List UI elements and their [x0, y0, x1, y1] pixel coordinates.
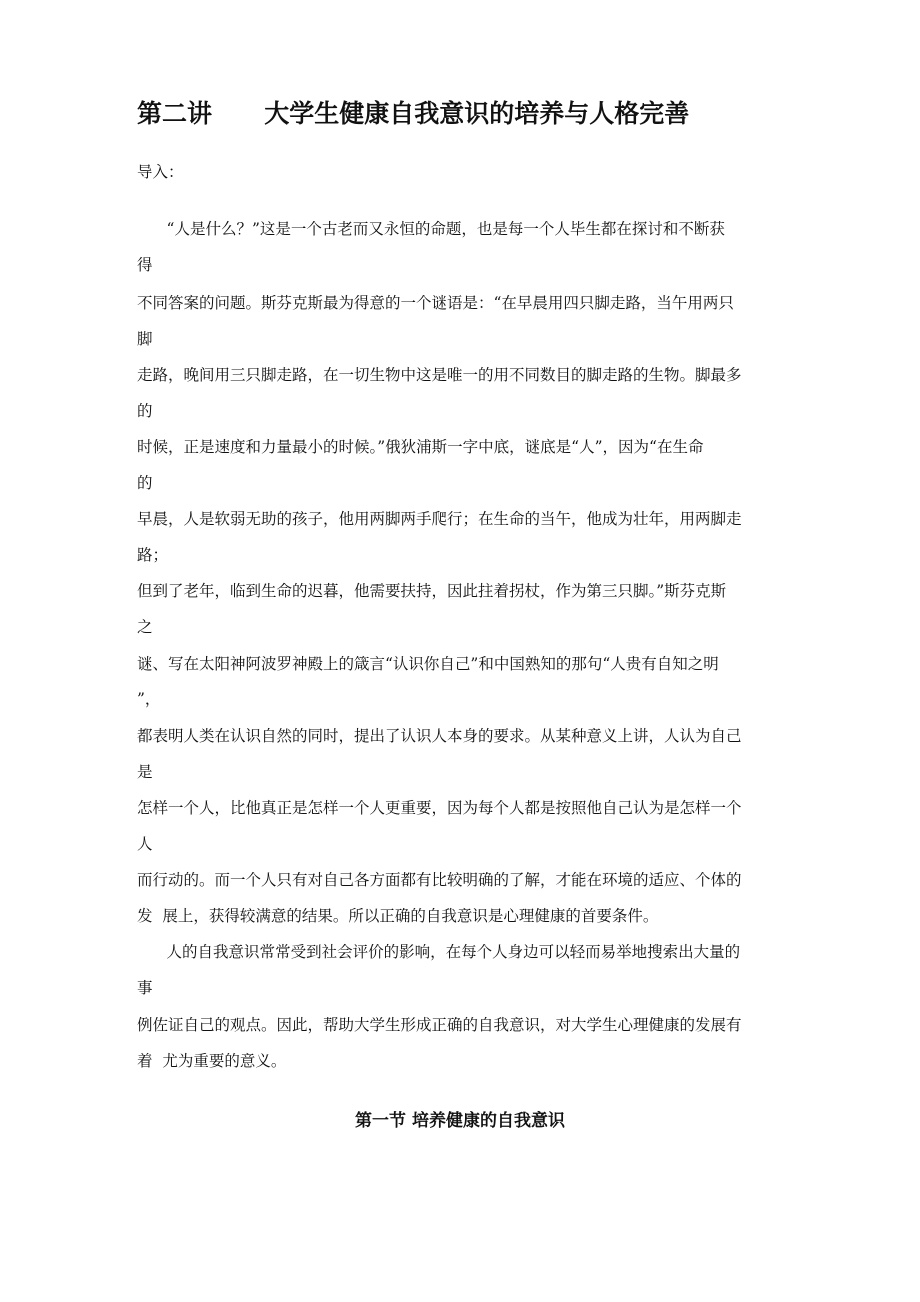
page-title: 第二讲 大学生健康自我意识的培养与人格完善: [137, 99, 690, 128]
text-line: 的: [137, 402, 153, 420]
text-line: 而行动的。而一个人只有对自己各方面都有比较明确的了解，才能在环境的适应、个体的: [137, 871, 742, 889]
text-line: 时候，正是速度和力量最小的时候。”俄狄浦斯一字中底，谜底是“人”，因为“在生命: [137, 438, 704, 456]
text-line: 怎样一个人，比他真正是怎样一个人更重要，因为每个人都是按照他自己认为是怎样一个: [137, 799, 742, 817]
text-line: 事: [137, 979, 153, 997]
text-line: 但到了老年，临到生命的迟暮，他需要扶持，因此拄着拐杖，作为第三只脚。”斯芬克斯: [137, 582, 727, 600]
text-line: 脚: [137, 330, 153, 348]
section-heading: 第一节 培养健康的自我意识: [355, 1111, 565, 1131]
text-line: 是: [137, 763, 153, 781]
text-line: “人是什么？”这是一个古老而又永恒的命题，也是每一个人毕生都在探讨和不断获: [137, 220, 725, 238]
text-line: 例佐证自己的观点。因此，帮助大学生形成正确的自我意识，对大学生心理健康的发展有: [137, 1016, 742, 1034]
text-line: 人的自我意识常常受到社会评价的影响，在每个人身边可以轻而易举地搜索出大量的: [137, 943, 741, 961]
intro-label: 导入：: [137, 163, 184, 181]
text-line: 着 尤为重要的意义。: [137, 1052, 287, 1070]
text-line: 得: [137, 256, 153, 274]
text-line: 之: [137, 618, 153, 636]
text-line: 走路，晚间用三只脚走路，在一切生物中这是唯一的用不同数目的脚走路的生物。脚最多: [137, 366, 742, 384]
text-line: 的: [137, 474, 153, 492]
text-line: 路；: [137, 546, 169, 564]
text-line: 发 展上，获得较满意的结果。所以正确的自我意识是心理健康的首要条件。: [137, 907, 659, 925]
text-line: 不同答案的问题。斯芬克斯最为得意的一个谜语是：“在早晨用四只脚走路，当午用两只: [137, 294, 734, 312]
text-line: 早晨，人是软弱无助的孩子，他用两脚两手爬行；在生命的当午，他成为壮年，用两脚走: [137, 510, 742, 528]
text-line: 都表明人类在认识自然的同时，提出了认识人本身的要求。从某种意义上讲，人认为自己: [137, 727, 742, 745]
text-line: ”，: [137, 690, 161, 708]
text-line: 谜、写在太阳神阿波罗神殿上的箴言“认识你自己”和中国熟知的那句“人贵有自知之明: [137, 655, 719, 673]
text-line: 人: [137, 835, 153, 853]
